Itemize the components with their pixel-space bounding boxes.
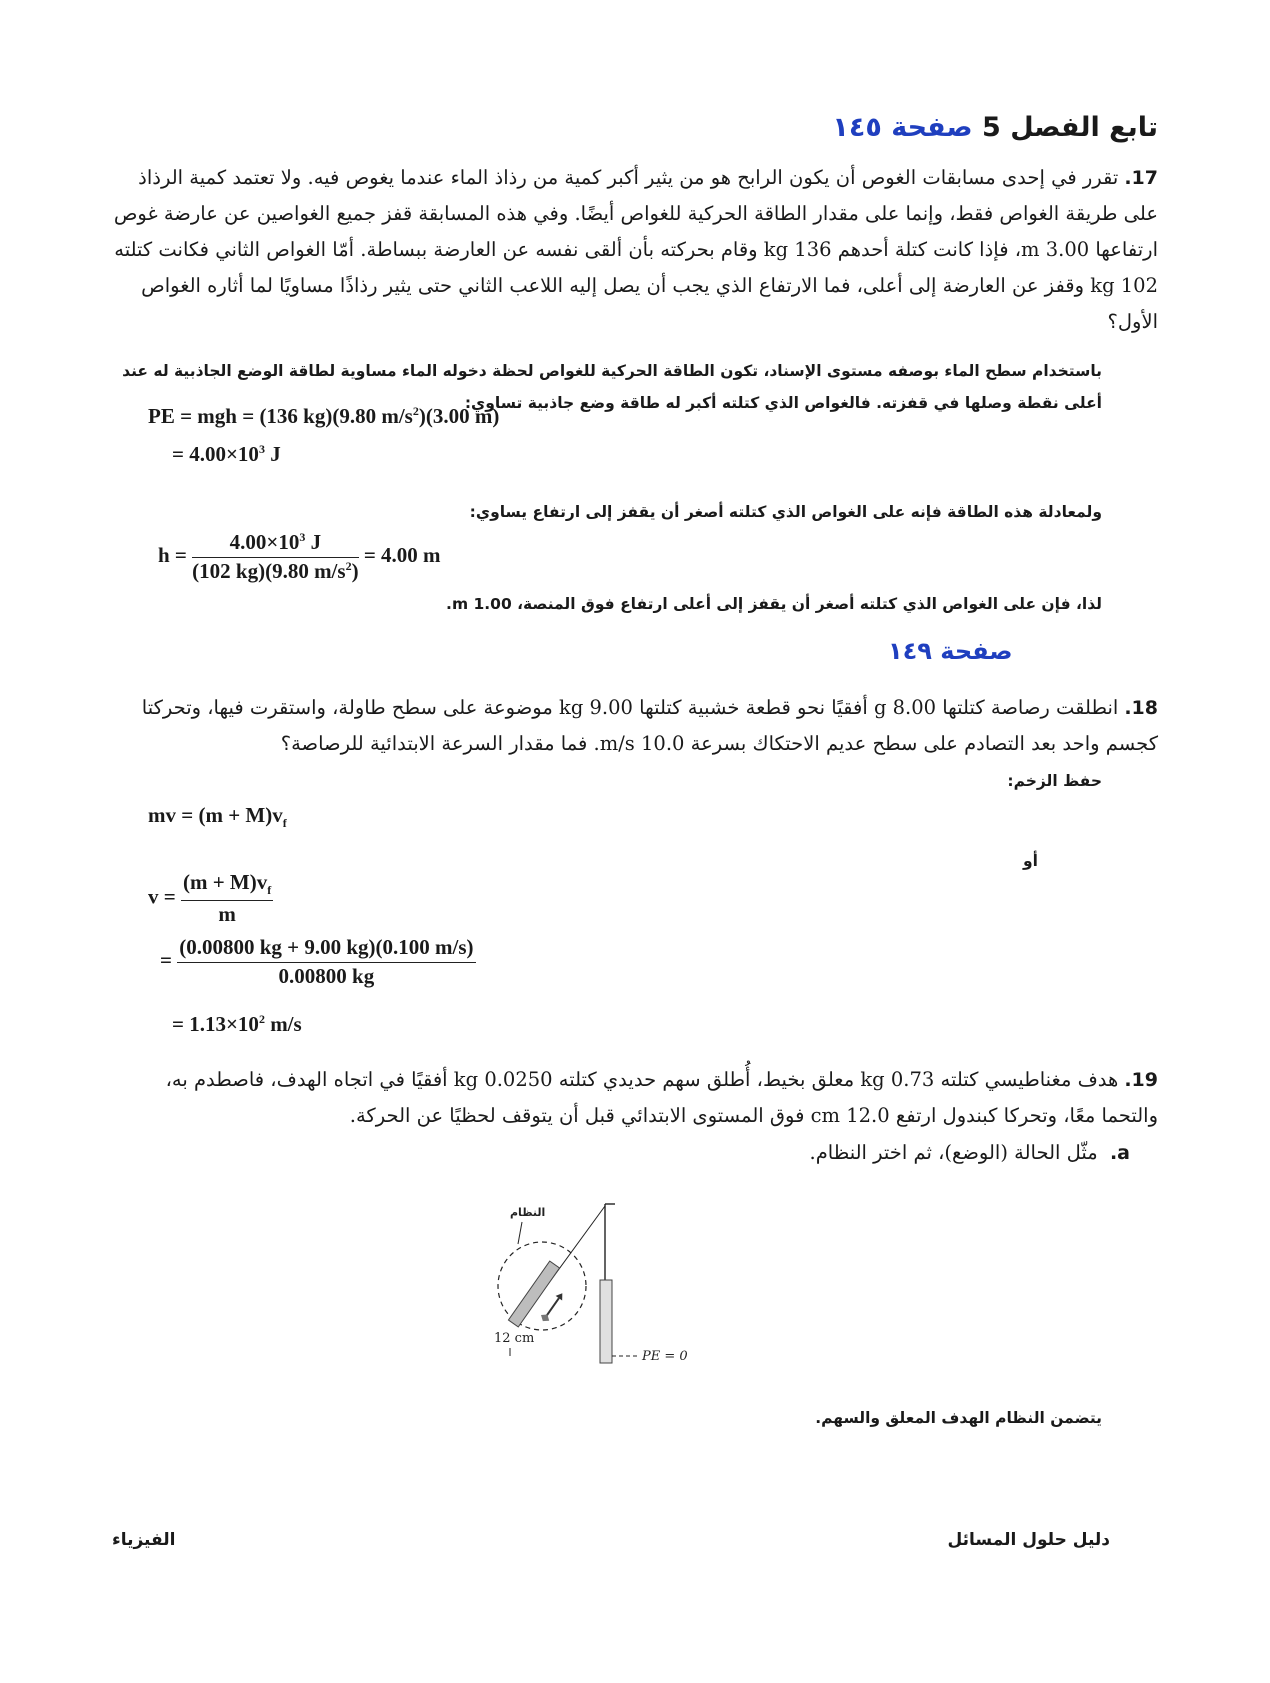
problem-18-number: 18.: [1124, 697, 1158, 719]
page-header: [112, 112, 1158, 143]
problem-17: [112, 160, 1158, 340]
problem-17-text: تقرر في إحدى مسابقات الغوص أن يكون الرابح هو من يثير أكبر كمية من رذاذ الماء عندما يغوص فيه. ولا تعتمد كمية الرذاذ على طريقة الغواص فقط، وإنما على مقدار الطاقة الحركية للغواص أيضًا. وفي هذه المسابقة قفز جميع الغواصين عن عارضة غوص ارتفاعها 3.00 m، فإذا كانت كتلة أحدهم 136 kg وقام بحركته بأن ألقى نفسه عن العارضة ببساطة. أمّا الغواص الثاني فكانت كتلته 102 kg وقفز عن العارضة إلى أعلى، فما الارتفاع الذي يجب أن يصل إليه اللاعب الثاني حتى يثير رذاذًا مساويًا لما أثاره الغواص الأول؟: [113, 166, 1158, 333]
fraction-h: $\frac{4.00\times 10^3 J}{(102 kg)(9.80 m/s^2)}$: [192, 530, 359, 583]
answer-19: يتضمن النظام الهدف المعلق والسهم.: [815, 1409, 1102, 1427]
equation-pe: PE = mgh = (136 kg)(9.80 $m/s^2)(3.00$ m): [148, 404, 500, 428]
problem-19: [112, 1062, 1158, 1134]
fraction-v: $\frac{(m + M)v_f}{m}$: [182, 870, 272, 927]
equation-momentum: mv = $(m + M)v_f$: [148, 803, 287, 831]
equation-h: h = $\frac{4.00\times 10^3 J}{(102 kg)(9.80 m/s^2)}$ = 4.00 m: [158, 530, 441, 583]
answer-17-conclusion: لذا، فإن على الغواص الذي كتلته أصغر أن يقفز إلى أعلى ارتفاع فوق المنصة، 1.00 m.: [446, 595, 1102, 613]
pe-zero-label: PE = 0: [642, 1349, 688, 1364]
problem-19-text: هدف مغناطيسي كتلته 0.73 kg معلق بخيط، أُطلق سهم حديدي كتلته 0.0250 kg أفقيًا في اتجاه الهدف، فاصطدم به، والتحما معًا، وتحركا كبندول ارتفع 12.0 cm فوق المستوى الابتدائي قبل أن يتوقف لحظيًا عن الحركة.: [165, 1068, 1158, 1127]
answer-18-label: حفظ الزخم:: [1007, 772, 1102, 790]
problem-18-text: انطلقت رصاصة كتلتها 8.00 g أفقيًا نحو قطعة خشبية كتلتها 9.00 kg موضوعة على سطح طاولة، واستقرت فيها، وتحركتا كجسم واحد بعد التصادم على سطح عديم الاحتكاك بسرعة 10.0 m/s. فما مقدار السرعة الابتدائية للرصاصة؟: [141, 696, 1158, 755]
answer-17-intro: باستخدام سطح الماء بوصفه مستوى الإسناد، تكون الطاقة الحركية للغواص لحظة دخوله الماء مساوية لطاقة الوضع الجاذبية له عند أعلى نقطة وصلها في قفزته. فالغواص الذي كتلته أكبر له طاقة وضع جاذبية تساوي:: [122, 362, 1102, 412]
or-label: أو: [1023, 852, 1038, 870]
equation-v: v = $\frac{(m + M)v_f}{m}$: [148, 870, 272, 927]
answer-17-step2: ولمعادلة هذه الطاقة فإنه على الغواص الذي كتلته أصغر أن يقفز إلى ارتفاع يساوي:: [469, 503, 1102, 521]
reference-column: [600, 1280, 612, 1363]
chapter-title: تابع الفصل 5: [982, 112, 1158, 143]
problem-19-part-a: a. مثّل الحالة (الوضع)، ثم اختر النظام.: [809, 1141, 1130, 1164]
pendulum-diagram: [490, 1200, 730, 1375]
equation-v-sub: = $\frac{(0.00800 kg + 9.00 kg)(0.100 m/s)}{0.00800 kg}$: [160, 935, 474, 988]
page-ref-145: صفحة ١٤٥: [832, 112, 973, 143]
problem-17-number: 17.: [1124, 167, 1158, 189]
equation-pe-result: = $4.00\times 10^3$ J: [172, 442, 281, 466]
footer-subject: الفيزياء: [112, 1530, 176, 1550]
magnetic-target: [508, 1261, 559, 1327]
system-label: النظام: [510, 1206, 546, 1219]
height-label: 12 cm: [494, 1331, 535, 1346]
page-ref-149: صفحة ١٤٩: [888, 637, 1013, 665]
problem-19-number: 19.: [1124, 1069, 1158, 1091]
equation-v-result: = $1.13\times 10^2$ m/s: [172, 1012, 302, 1036]
fraction-v-values: $\frac{(0.00800 kg + 9.00 kg)(0.100 m/s)}{0.00800 kg}$: [179, 935, 474, 988]
problem-18: [112, 690, 1158, 762]
footer-guide: دليل حلول المسائل: [947, 1530, 1110, 1550]
dart-icon: [539, 1290, 567, 1324]
